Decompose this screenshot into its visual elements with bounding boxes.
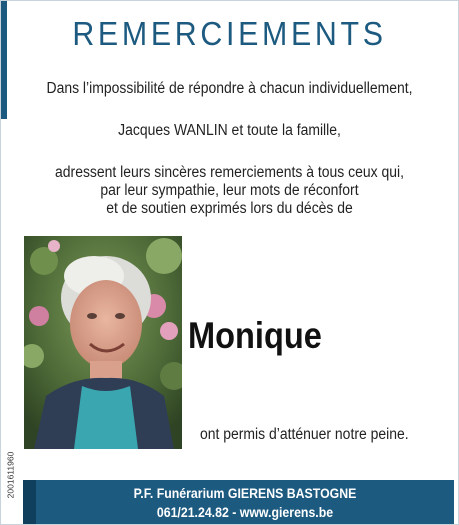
thanks-line-1: adressent leurs sincères remerciements à tous ceux qui, — [55, 164, 404, 181]
intro-line — [24, 80, 435, 98]
thanks-paragraph — [24, 164, 435, 218]
deceased-name: Monique — [188, 315, 322, 356]
reference-code-text: 2001611960 — [5, 451, 15, 499]
family-text: Jacques WANLIN et toute la famille, — [118, 122, 341, 139]
portrait-photo — [24, 236, 182, 449]
reference-code — [3, 433, 17, 517]
intro-text: Dans l’impossibilité de répondre à chacun individuellement, — [46, 80, 413, 97]
side-accent-bar — [1, 1, 7, 119]
closing-line: ont permis d’atténuer notre peine. — [200, 426, 409, 443]
footer-accent-strip — [23, 480, 36, 524]
footer-contact: 061/21.24.82 - www.gierens.be — [156, 504, 334, 520]
thanks-line-3: et de soutien exprimés lors du décès de — [106, 200, 353, 217]
family-line — [24, 122, 435, 140]
funeral-home-footer — [23, 480, 454, 524]
footer-company: P.F. Funérarium GIERENS BASTOGNE — [133, 485, 357, 501]
thanks-line-2: par leur sympathie, leur mots de réconfort — [100, 182, 359, 199]
notice-title: REMERCIEMENTS — [72, 15, 387, 52]
